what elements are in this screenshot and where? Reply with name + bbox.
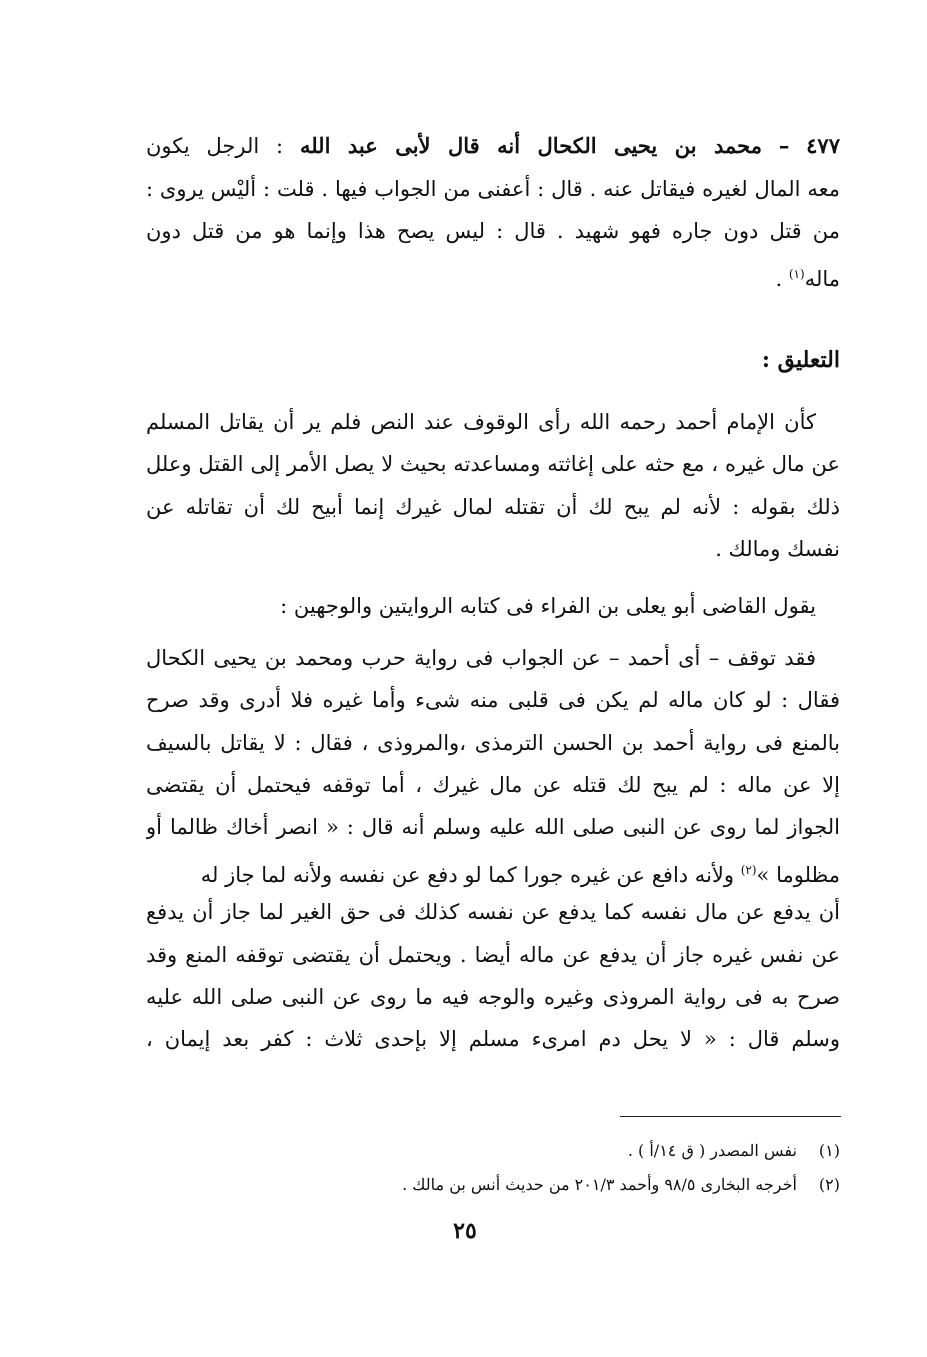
entry-line-end-dot: . (775, 267, 789, 291)
para3-line: عن نفس غيره جاز أن يدفع عن ماله أيضا . ويحتمل أن يقتضى توقفه المنع وقد (146, 943, 840, 967)
para1-line: عن مال غيره ، مع حثه على إغاثته ومساعدته بحيث لا يصل الأمر إلى القتل وعلل (146, 452, 840, 476)
footnote-ref-1: (١) (788, 267, 805, 281)
para3-line-start: مظلوما » (756, 863, 840, 887)
para3-line: إلا عن ماله : لم يبح لك قتله عن مال غيرك ، أما توقفه فيحتمل أن يقتضى (146, 773, 840, 797)
para2-line: يقول القاضى أبو يعلى بن الفراء فى كتابه الروايتين والوجهين : (280, 594, 816, 618)
footnote-1-number: (١) (818, 1141, 840, 1160)
entry-dash: – (778, 133, 790, 158)
para3-line: فقد توقف – أى أحمد – عن الجواب فى رواية حرب ومحمد بن يحيى الكحال (146, 646, 816, 670)
footnote-1 (300, 1138, 840, 1164)
para3-line-with-ref (146, 852, 840, 888)
para3-line: فقال : لو كان ماله لم يكن فى قلبى منه شىء وأما غيره فلا أدرى وقد صرح (146, 688, 840, 712)
para1-line: ذلك بقوله : لأنه لم يبح لك أن تقتله لمال غيرك إنما أبيح لك أن تقاتله عن (146, 495, 840, 519)
entry-first-line (146, 128, 840, 164)
entry-last-line (146, 256, 840, 292)
para3-line: الجواز لما روى عن النبى صلى الله عليه وسلم أنه قال : « انصر أخاك ظالما أو (146, 815, 840, 839)
footnote-2 (300, 1172, 840, 1198)
footnote-1-text: نفس المصدر ( ق ١٤/أ ) . (627, 1141, 797, 1160)
para3-line: صرح به فى رواية المروذى وغيره والوجه فيه ما روى عن النبى صلى الله عليه (146, 985, 840, 1009)
para3-line: أن يدفع عن مال نفسه كما يدفع عن نفسه كذلك فى حق الغير لما جاز أن يدفع (146, 900, 840, 924)
entry-number: ٤٧٧ (806, 133, 840, 158)
para3-line: وسلم قال : « لا يحل دم امرىء مسلم إلا بإحدى ثلاث : كفر بعد إيمان ، (146, 1027, 840, 1051)
entry-line-end: ماله (804, 267, 840, 291)
footnote-2-number: (٢) (818, 1175, 840, 1194)
para1-line: كأن الإمام أحمد رحمه الله رأى الوقوف عند النص فلم ير أن يقاتل المسلم (146, 410, 816, 434)
para3-line-rest: ولأنه دافع عن غيره جورا كما لو دفع عن نفسه ولأنه لما جاز له (200, 863, 741, 887)
footnote-divider (620, 1116, 841, 1117)
para1-line: نفسك ومالك . (715, 537, 840, 561)
entry-head: محمد بن يحيى الكحال أنه قال لأبى عبد الله (299, 133, 762, 158)
entry-head-rest: : الرجل يكون (146, 134, 284, 158)
entry-line: معه المال لغيره فيقاتل عنه . قال : أعفنى من الجواب فيها . قلت : أليْس يروى : (146, 177, 840, 201)
footnote-2-text: أخرجه البخارى ٩٨/٥ وأحمد ٢٠١/٣ من حديث أنس بن مالك . (402, 1175, 797, 1194)
footnote-ref-2: (٢) (740, 863, 757, 877)
commentary-heading: التعليق : (761, 347, 840, 373)
entry-line: من قتل دون جاره فهو شهيد . قال : ليس يصح هذا وإنما هو من قتل دون (146, 219, 840, 243)
page-number: ٢٥ (453, 1218, 477, 1244)
para3-line: بالمنع فى رواية أحمد بن الحسن الترمذى ،والمروذى ، فقال : لا يقاتل بالسيف (146, 731, 840, 755)
